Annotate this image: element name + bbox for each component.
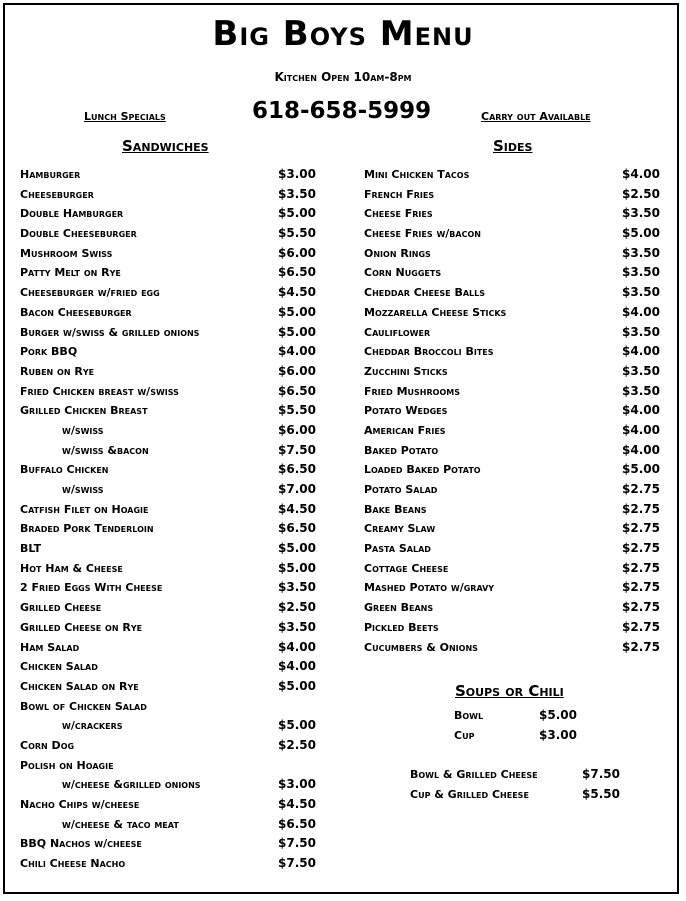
menu-item-name: w/swiss &bacon (62, 443, 149, 457)
menu-item-price: $3.00 (278, 777, 316, 792)
menu-item-name: Cheddar Broccoli Bites (364, 345, 494, 359)
menu-item-price: $5.00 (278, 541, 316, 556)
menu-item-name: Corn Nuggets (364, 266, 442, 280)
menu-item-price: $2.75 (622, 580, 660, 595)
menu-item (20, 441, 320, 461)
menu-item-price: $7.50 (582, 767, 620, 781)
menu-item-price: $4.00 (622, 167, 660, 181)
menu-item-price: $2.75 (622, 600, 660, 615)
menu-item-price: $5.50 (278, 226, 316, 241)
menu-item-name: Fried Chicken breast w/swiss (20, 384, 179, 398)
menu-item-name: Pickled Beets (364, 620, 439, 634)
menu-item-price: $2.75 (622, 521, 660, 536)
menu-item (20, 342, 320, 362)
menu-item-price: $5.00 (278, 206, 316, 221)
menu-item-name: Patty Melt on Rye (20, 266, 121, 280)
menu-item-name: French Fries (364, 187, 435, 201)
menu-item-name: Bowl & Grilled Cheese (410, 768, 538, 781)
menu-item (20, 263, 320, 283)
menu-item (20, 283, 320, 303)
menu-item-price: $4.00 (622, 442, 660, 457)
menu-item-name: Mushroom Swiss (20, 246, 113, 260)
menu-item-price: $2.50 (278, 600, 316, 615)
menu-item-price: $6.00 (278, 363, 316, 378)
menu-item-price: $5.00 (278, 718, 316, 733)
menu-item (454, 726, 594, 746)
menu-item-price: $3.00 (539, 727, 577, 742)
menu-item (20, 244, 320, 264)
menu-item (364, 421, 664, 441)
menu-item-price: $5.00 (278, 324, 316, 339)
menu-item (364, 224, 664, 244)
menu-item-price: $4.00 (278, 639, 316, 654)
menu-item-price: $3.50 (278, 186, 316, 201)
menu-item (364, 165, 664, 185)
menu-item-name: w/cheese & taco meat (62, 817, 179, 831)
sides-heading: Sides (493, 137, 533, 155)
menu-item-price: $7.00 (278, 482, 316, 496)
menu-item-price: $7.50 (278, 442, 316, 457)
menu-item-name: Loaded Baked Potato (364, 463, 481, 477)
menu-item (20, 323, 320, 343)
menu-item (364, 539, 664, 559)
menu-item-name: Grilled Chicken Breast (20, 404, 148, 418)
menu-item (20, 815, 320, 835)
menu-item (364, 263, 664, 283)
menu-item-name: American Fries (364, 423, 446, 437)
phone-number: 618-658-5999 (252, 98, 432, 124)
menu-item (410, 785, 640, 805)
menu-item-price: $3.50 (278, 580, 316, 595)
menu-item (364, 303, 664, 323)
menu-item-name: w/swiss (62, 483, 104, 496)
kitchen-hours: Kitchen Open 10am-8pm (274, 70, 412, 84)
menu-item-name: Cheeseburger (20, 187, 94, 201)
menu-item-name: Hamburger (20, 168, 81, 181)
menu-item-name: Grilled Cheese (20, 601, 102, 615)
menu-item-name: Grilled Cheese on Rye (20, 620, 143, 634)
menu-item-price: $6.00 (278, 422, 316, 437)
menu-item (20, 736, 320, 756)
menu-item-name: Mashed Potato w/gravy (364, 581, 495, 595)
menu-item (364, 480, 664, 500)
menu-item (20, 480, 320, 500)
menu-item-name: w/crackers (62, 719, 123, 733)
menu-item-name: BLT (20, 542, 42, 556)
menu-item-name: 2 Fried Eggs With Cheese (20, 581, 163, 595)
menu-item-name: Buffalo Chicken (20, 463, 109, 477)
menu-item-name: Corn Dog (20, 738, 75, 752)
menu-item-name: Burger w/swiss & grilled onions (20, 325, 200, 339)
menu-title: Big Boys Menu (212, 14, 474, 54)
menu-item (20, 401, 320, 421)
menu-item (364, 519, 664, 539)
menu-item-price: $4.50 (278, 797, 316, 811)
menu-item (20, 460, 320, 480)
menu-item-name: Chicken Salad on Rye (20, 679, 139, 693)
menu-item (364, 244, 664, 264)
menu-item-price: $2.75 (622, 639, 660, 654)
menu-item-price: $4.00 (278, 344, 316, 359)
menu-item-name: Nacho Chips w/cheese (20, 798, 140, 811)
menu-item-price: $3.50 (622, 265, 660, 280)
menu-item-name: Mozzarella Cheese Sticks (364, 305, 507, 319)
menu-item (20, 519, 320, 539)
menu-item (454, 706, 594, 726)
menu-item-price: $2.75 (622, 619, 660, 634)
menu-item (364, 559, 664, 579)
menu-item (364, 598, 664, 618)
menu-item-name: Ruben on Rye (20, 364, 95, 378)
menu-item-name: w/swiss (62, 423, 104, 437)
menu-item (20, 224, 320, 244)
sandwiches-list (20, 165, 320, 874)
menu-item (20, 716, 320, 736)
menu-item-name: Chicken Salad (20, 660, 98, 674)
carry-out-label: Carry out Available (481, 110, 591, 123)
menu-item-price: $5.00 (278, 678, 316, 693)
menu-item-name: Cheeseburger w/fried egg (20, 286, 160, 300)
menu-item (20, 382, 320, 402)
menu-item-price: $5.50 (582, 786, 620, 801)
menu-item-price: $3.50 (622, 363, 660, 378)
menu-item-price: $3.50 (622, 285, 660, 300)
menu-item (364, 500, 664, 520)
menu-item-name: Baked Potato (364, 443, 439, 457)
menu-item (20, 854, 320, 874)
menu-item-price: $6.00 (278, 245, 316, 260)
menu-item (410, 765, 640, 785)
menu-item (20, 303, 320, 323)
menu-item (364, 362, 664, 382)
menu-item-price: $2.75 (622, 560, 660, 575)
menu-item (364, 283, 664, 303)
soups-heading: Soups or Chili (455, 682, 564, 700)
menu-item-price: $3.50 (278, 619, 316, 634)
menu-item-name: Chili Cheese Nacho (20, 857, 126, 871)
menu-item (364, 578, 664, 598)
menu-item (364, 638, 664, 658)
menu-item-name: Zucchini Sticks (364, 364, 448, 378)
menu-item-price: $5.00 (278, 304, 316, 319)
sandwiches-heading: Sandwiches (122, 137, 209, 155)
menu-item-price: $5.50 (278, 403, 316, 418)
menu-item (20, 578, 320, 598)
menu-item-price: $4.50 (278, 285, 316, 300)
menu-item (20, 421, 320, 441)
menu-item-price: $6.50 (278, 383, 316, 398)
menu-item-price: $2.75 (622, 501, 660, 516)
menu-item-name: Cottage Cheese (364, 561, 449, 575)
menu-item-name: Cauliflower (364, 325, 431, 339)
menu-item-price: $5.00 (278, 560, 316, 575)
menu-item-price: $3.00 (278, 167, 316, 181)
menu-item-price: $7.50 (278, 836, 316, 851)
menu-item-price: $3.50 (622, 245, 660, 260)
menu-item-name: Cup (454, 728, 475, 742)
menu-item-price: $2.50 (622, 186, 660, 201)
menu-item (364, 204, 664, 224)
menu-item-price: $2.75 (622, 482, 660, 496)
menu-item-name: Potato Salad (364, 483, 438, 496)
menu-item-name: w/cheese &grilled onions (62, 778, 201, 792)
menu-item-price: $6.50 (278, 265, 316, 280)
menu-item (364, 618, 664, 638)
lunch-specials-label: Lunch Specials (84, 110, 166, 123)
menu-item (20, 775, 320, 795)
menu-item (20, 559, 320, 579)
menu-item-name: Green Beans (364, 601, 434, 615)
menu-item-name: Fried Mushrooms (364, 384, 460, 398)
menu-item-name: Cup & Grilled Cheese (410, 787, 529, 801)
menu-item-price: $2.50 (278, 737, 316, 752)
menu-item-price: $4.00 (622, 422, 660, 437)
menu-item (20, 697, 320, 717)
menu-item-price: $5.00 (622, 226, 660, 241)
menu-item-price: $6.50 (278, 521, 316, 536)
menu-item-name: Mini Chicken Tacos (364, 168, 470, 181)
menu-item (20, 598, 320, 618)
menu-item-name: Bowl (454, 709, 484, 722)
menu-item (20, 618, 320, 638)
menu-item-price: $3.50 (622, 206, 660, 221)
menu-item (364, 460, 664, 480)
menu-item-name: Pasta Salad (364, 542, 431, 556)
menu-item (20, 165, 320, 185)
menu-item-name: Hot Ham & Cheese (20, 561, 123, 575)
menu-item (364, 323, 664, 343)
menu-item-name: Creamy Slaw (364, 522, 436, 536)
menu-item-name: Bowl of Chicken Salad (20, 699, 147, 713)
menu-item-name: Cheese Fries w/bacon (364, 227, 481, 241)
menu-item (20, 362, 320, 382)
menu-item (20, 500, 320, 520)
menu-item-price: $5.00 (539, 708, 577, 722)
menu-item (20, 185, 320, 205)
menu-item (20, 677, 320, 697)
menu-item-price: $4.00 (622, 304, 660, 319)
menu-item-price: $4.00 (622, 403, 660, 418)
menu-item (364, 342, 664, 362)
menu-item-name: Double Hamburger (20, 207, 124, 221)
menu-item (364, 441, 664, 461)
menu-item-price: $5.00 (622, 462, 660, 477)
menu-item-name: Potato Wedges (364, 404, 448, 418)
menu-item-name: BBQ Nachos w/cheese (20, 837, 142, 851)
menu-item-name: Bake Beans (364, 502, 427, 516)
menu-item-price: $4.00 (278, 659, 316, 674)
soups-list (454, 706, 594, 745)
menu-item (20, 204, 320, 224)
menu-item-name: Pork BBQ (20, 345, 78, 359)
menu-item (20, 539, 320, 559)
menu-item-price: $3.50 (622, 324, 660, 339)
menu-item-price: $4.00 (622, 344, 660, 359)
menu-item (364, 382, 664, 402)
menu-item-name: Onion Rings (364, 246, 431, 260)
menu-item (20, 638, 320, 658)
menu-item (20, 756, 320, 776)
menu-item-name: Cheddar Cheese Balls (364, 286, 485, 300)
menu-item-price: $3.50 (622, 383, 660, 398)
menu-item-price: $4.50 (278, 501, 316, 516)
menu-item-name: Catfish Filet on Hoagie (20, 502, 149, 516)
menu-item-name: Cheese Fries (364, 207, 433, 221)
menu-item (364, 185, 664, 205)
combo-list (410, 765, 640, 804)
menu-item-price: $2.75 (622, 541, 660, 556)
menu-item-name: Double Cheeseburger (20, 227, 137, 241)
menu-item-price: $7.50 (278, 856, 316, 871)
menu-item-name: Polish on Hoagie (20, 758, 114, 772)
menu-item-price: $6.50 (278, 816, 316, 831)
menu-item (20, 657, 320, 677)
menu-item (20, 795, 320, 815)
menu-item-name: Cucumbers & Onions (364, 640, 478, 654)
menu-item-price: $6.50 (278, 462, 316, 477)
menu-item-name: Bacon Cheeseburger (20, 305, 132, 319)
menu-item-name: Ham Salad (20, 640, 80, 654)
menu-item-name: Braded Pork Tenderloin (20, 522, 154, 536)
sides-list (364, 165, 664, 657)
menu-item (20, 834, 320, 854)
menu-item (364, 401, 664, 421)
